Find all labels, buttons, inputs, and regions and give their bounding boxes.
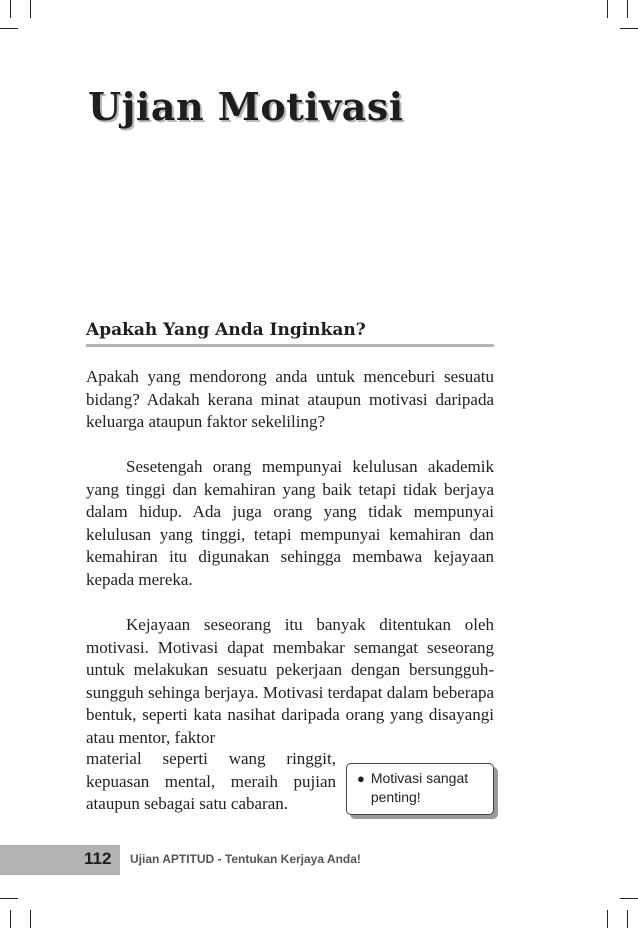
crop-mark bbox=[10, 910, 11, 928]
chapter-title: Ujian Motivasi bbox=[88, 84, 404, 129]
crop-mark bbox=[627, 0, 628, 18]
section-rule bbox=[86, 344, 494, 347]
running-footer: Ujian APTITUD - Tentukan Kerjaya Anda! bbox=[130, 852, 361, 866]
bullet-icon: ● bbox=[357, 771, 365, 786]
crop-mark bbox=[30, 910, 31, 928]
crop-mark bbox=[607, 0, 608, 18]
callout-text: Motivasi sangat penting! bbox=[370, 770, 469, 805]
callout-box bbox=[346, 763, 494, 815]
paragraph-1: Apakah yang mendorong anda untuk menceburi sesuatu bidang? Adakah kerana minat ataupun motivasi daripada keluarga ataupun faktor sekeliling? bbox=[86, 367, 494, 432]
crop-mark bbox=[620, 898, 638, 899]
section-heading: Apakah Yang Anda Inginkan? bbox=[86, 320, 366, 340]
page-number: 112 bbox=[84, 849, 112, 868]
crop-mark bbox=[627, 910, 628, 928]
paragraph-3-continued: material seperti wang ringgit, kepuasan mental, meraih pujian ataupun sebagai satu cabaran. bbox=[86, 749, 336, 814]
crop-mark bbox=[30, 0, 31, 18]
crop-mark bbox=[620, 28, 638, 29]
paragraph-3: Kejayaan seseorang itu banyak ditentukan oleh motivasi. Motivasi dapat membakar semangat seseorang untuk melakukan sesuatu pekerjaan dengan bersungguh-sungguh sehinga berjaya. Motivasi terdapat dalam beberapa bentuk, seperti kata nasihat daripada orang yang disayangi atau mentor, faktor bbox=[86, 615, 494, 747]
crop-mark bbox=[0, 28, 18, 29]
paragraph-2: Sesetengah orang mempunyai kelulusan akademik yang tinggi dan kemahiran yang baik tetapi tidak berjaya dalam hidup. Ada juga orang yang tidak mempunyai kelulusan yang tinggi, tetapi mempunyai kemahiran dan kemahiran itu digunakan sehingga membawa kejayaan kepada mereka. bbox=[86, 457, 494, 589]
crop-mark bbox=[0, 898, 18, 899]
crop-mark bbox=[607, 910, 608, 928]
crop-mark bbox=[10, 0, 11, 18]
